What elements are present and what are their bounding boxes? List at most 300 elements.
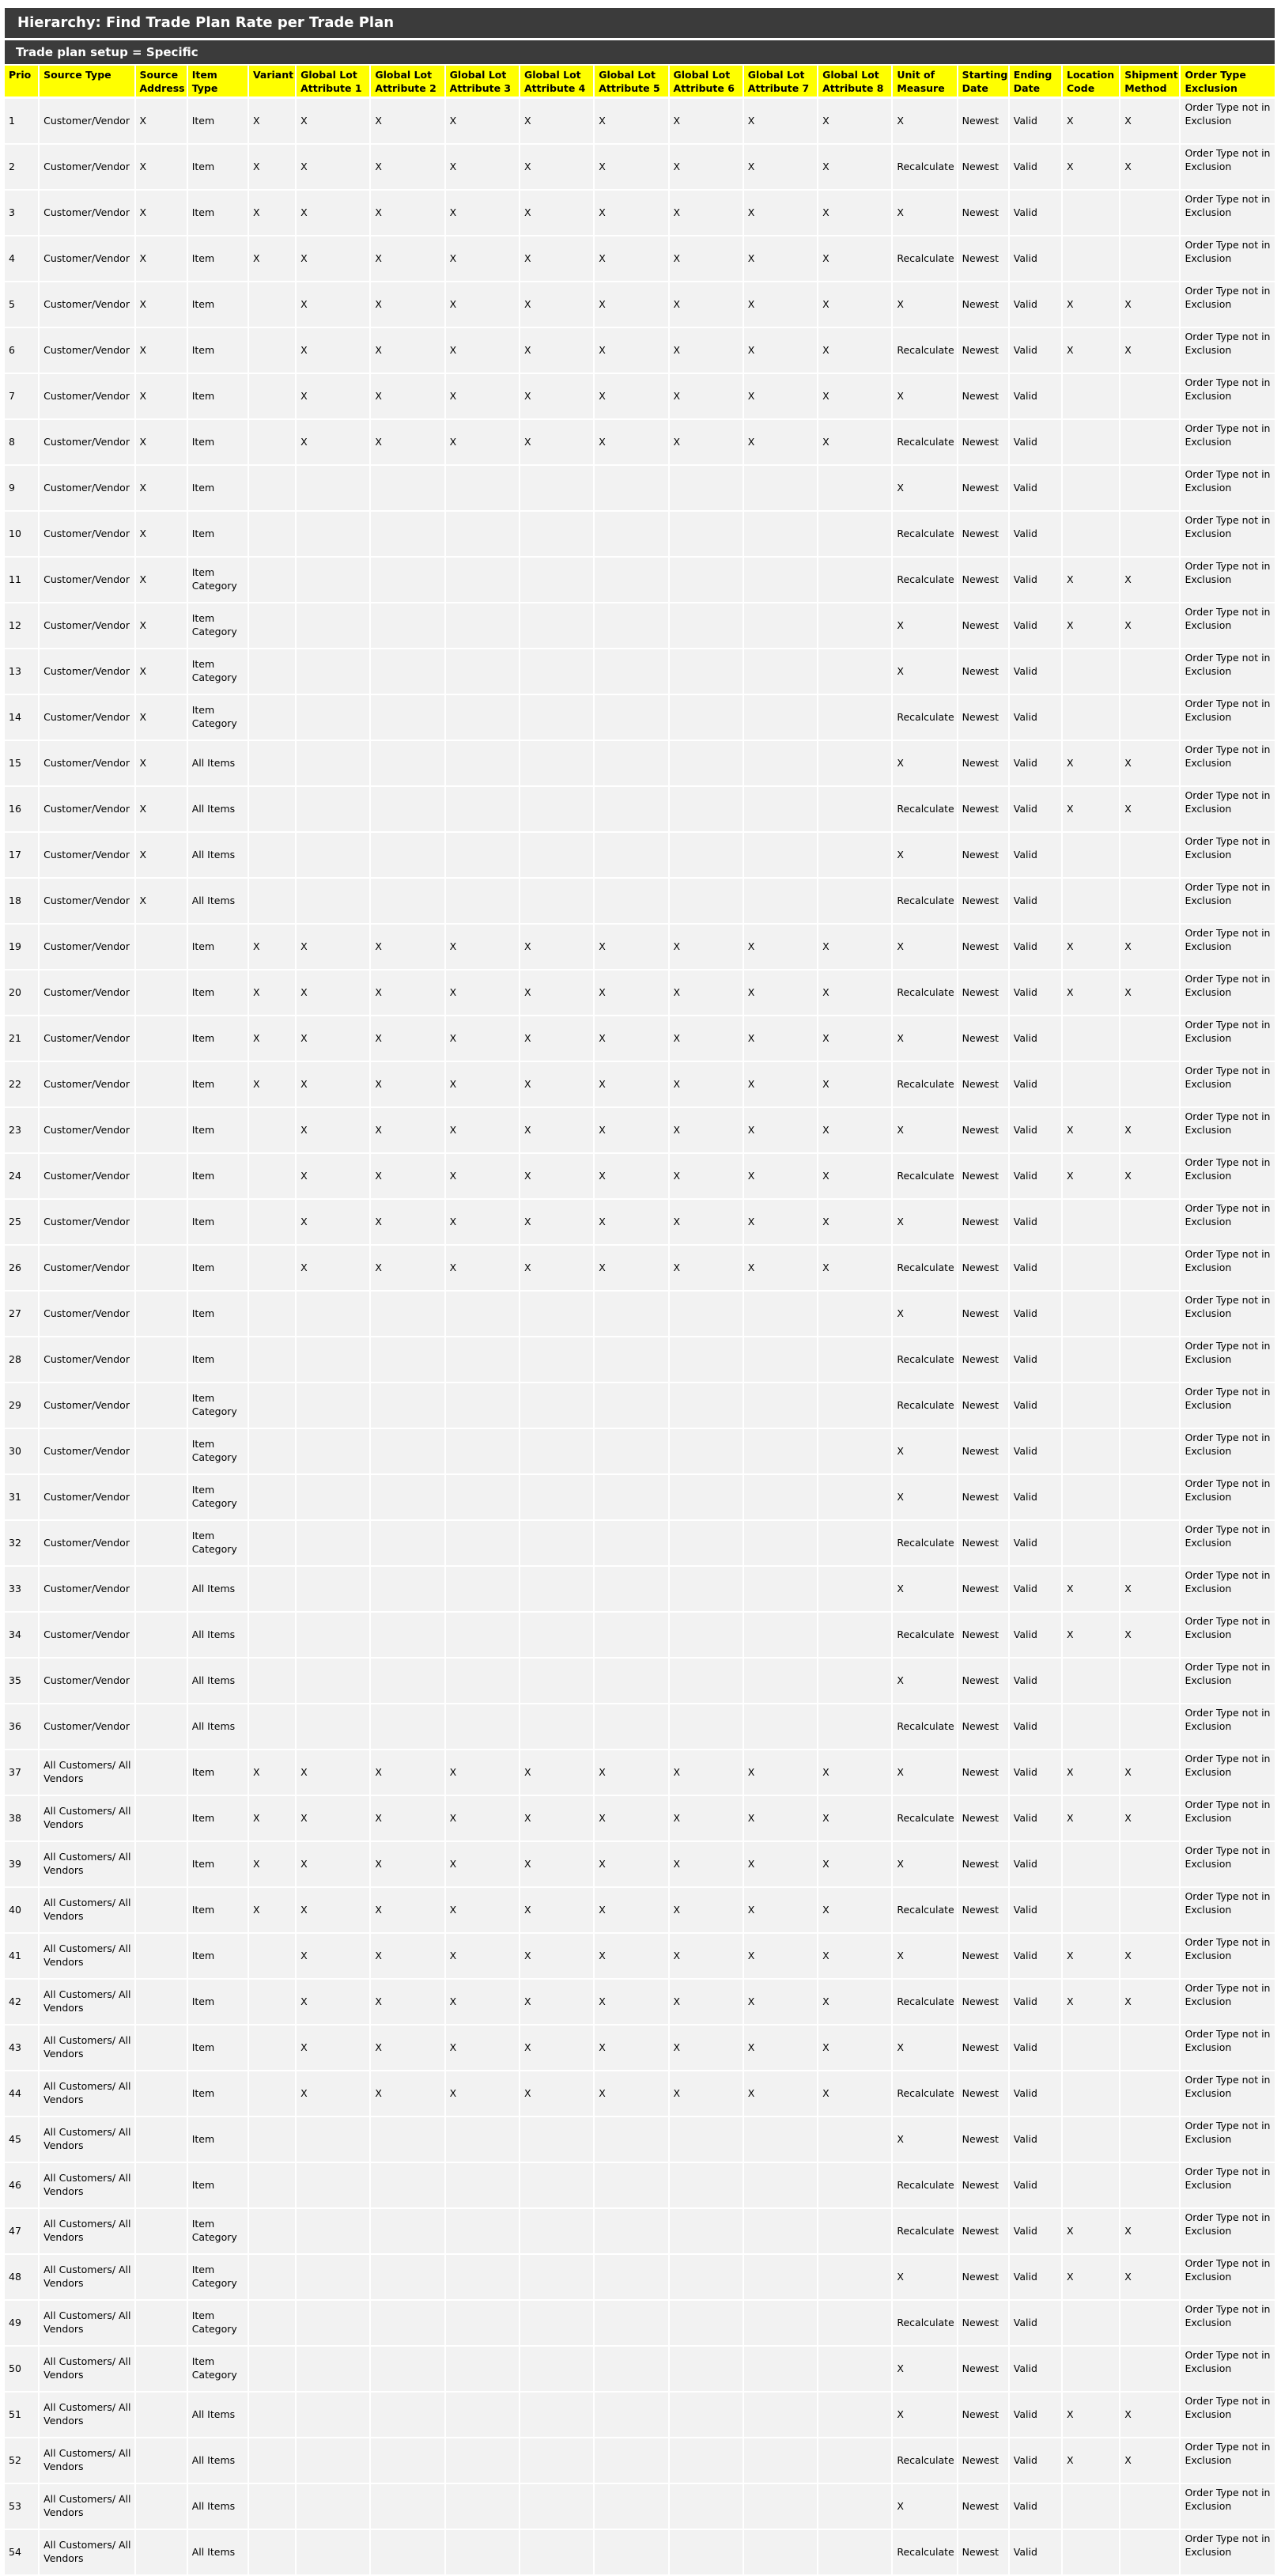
cell-item-type	[188, 1888, 249, 1934]
cell-starting-date	[958, 2347, 1010, 2393]
cell-ending-date	[1010, 2301, 1063, 2347]
cell-value: Order Type not in Exclusion	[1185, 1294, 1271, 1319]
cell-global-lot-attribute-2	[371, 512, 445, 558]
cell-global-lot-attribute-5	[595, 2209, 669, 2255]
cell-value: Item Category	[191, 2264, 237, 2289]
cell-order-type-exclusion	[1181, 2117, 1275, 2163]
cell-value: Customer/Vendor	[43, 1261, 130, 1273]
cell-value: Valid	[1013, 2178, 1037, 2191]
cell-value: 4	[9, 252, 15, 264]
cell-global-lot-attribute-3	[446, 1842, 520, 1888]
cell-shipment-method	[1120, 970, 1181, 1016]
cell-location-code	[1063, 603, 1120, 649]
cell-global-lot-attribute-1	[297, 1842, 371, 1888]
cell-value: X	[449, 1765, 457, 1778]
cell-value: 44	[9, 2086, 21, 2099]
cell-unit-of-measure	[893, 1659, 958, 1704]
cell-value: Order Type not in Exclusion	[1185, 606, 1271, 631]
cell-value: 46	[9, 2178, 21, 2191]
cell-shipment-method	[1120, 466, 1181, 512]
cell-global-lot-attribute-3	[446, 1154, 520, 1200]
cell-location-code	[1063, 649, 1120, 695]
cell-prio	[5, 1934, 40, 1980]
cell-value: Order Type not in Exclusion	[1185, 285, 1271, 310]
cell-value: Recalculate	[897, 985, 954, 998]
cell-global-lot-attribute-8	[818, 2393, 893, 2438]
cell-value: X	[747, 389, 755, 402]
cell-variant	[249, 925, 297, 970]
cell-value: X	[822, 1949, 829, 1961]
cell-value: X	[897, 2041, 904, 2053]
cell-global-lot-attribute-5	[595, 2301, 669, 2347]
cell-value: Customer/Vendor	[43, 573, 130, 585]
cell-value: X	[897, 756, 904, 769]
cell-global-lot-attribute-4	[520, 1842, 595, 1888]
cell-global-lot-attribute-4	[520, 328, 595, 374]
cell-value: X	[673, 435, 681, 448]
cell-value: X	[599, 389, 606, 402]
cell-global-lot-attribute-5	[595, 1567, 669, 1613]
cell-global-lot-attribute-3	[446, 1980, 520, 2026]
cell-value: Order Type not in Exclusion	[1185, 698, 1271, 723]
cell-value: Newest	[962, 527, 999, 539]
cell-variant	[249, 2117, 297, 2163]
cell-global-lot-attribute-7	[744, 925, 818, 970]
cell-global-lot-attribute-3	[446, 236, 520, 282]
cell-value: X	[747, 2086, 755, 2099]
cell-value: X	[897, 1857, 904, 1870]
cell-value: 45	[9, 2132, 21, 2145]
cell-global-lot-attribute-2	[371, 1246, 445, 1292]
cell-value: Item	[191, 343, 215, 356]
cell-global-lot-attribute-8	[818, 558, 893, 603]
table-row	[5, 1200, 1275, 1246]
cell-starting-date	[958, 2026, 1010, 2071]
cell-global-lot-attribute-7	[744, 1383, 818, 1429]
cell-prio	[5, 2301, 40, 2347]
cell-item-type	[188, 2530, 249, 2576]
cell-value: Newest	[962, 481, 999, 494]
cell-value: Customer/Vendor	[43, 343, 130, 356]
cell-value: 54	[9, 2545, 21, 2558]
cell-value: Order Type not in Exclusion	[1185, 743, 1271, 769]
cell-value: 13	[9, 664, 21, 677]
cell-global-lot-attribute-2	[371, 970, 445, 1016]
cell-global-lot-attribute-3	[446, 466, 520, 512]
cell-source-type	[40, 2530, 135, 2576]
cell-value: X	[375, 114, 382, 127]
cell-global-lot-attribute-2	[371, 1796, 445, 1842]
cell-item-type	[188, 1796, 249, 1842]
cell-value: Customer/Vendor	[43, 1628, 130, 1640]
cell-global-lot-attribute-6	[670, 1659, 744, 1704]
cell-value: X	[300, 389, 308, 402]
cell-source-address	[136, 1200, 188, 1246]
cell-variant	[249, 1108, 297, 1154]
cell-value: X	[747, 297, 755, 310]
cell-value: 33	[9, 1582, 21, 1594]
cell-variant	[249, 787, 297, 833]
cell-source-address	[136, 1980, 188, 2026]
cell-global-lot-attribute-1	[297, 1337, 371, 1383]
cell-source-type	[40, 649, 135, 695]
cell-value: X	[673, 389, 681, 402]
cell-value: Newest	[962, 1352, 999, 1365]
table-row	[5, 2163, 1275, 2209]
cell-value: X	[523, 1765, 531, 1778]
cell-global-lot-attribute-5	[595, 1383, 669, 1429]
cell-variant	[249, 2071, 297, 2117]
cell-global-lot-attribute-3	[446, 2301, 520, 2347]
cell-value: 52	[9, 2453, 21, 2466]
cell-value: X	[822, 2086, 829, 2099]
cell-order-type-exclusion	[1181, 2484, 1275, 2530]
cell-value: X	[822, 160, 829, 172]
cell-value: X	[673, 1123, 681, 1136]
cell-value: X	[449, 252, 457, 264]
cell-global-lot-attribute-8	[818, 2117, 893, 2163]
cell-value: Valid	[1013, 2545, 1037, 2558]
cell-ending-date	[1010, 741, 1063, 787]
cell-value: Valid	[1013, 1398, 1037, 1411]
cell-ending-date	[1010, 2484, 1063, 2530]
cell-value: 37	[9, 1765, 21, 1778]
table-row	[5, 1842, 1275, 1888]
cell-value: All Customers/ All Vendors	[43, 2126, 131, 2151]
cell-item-type	[188, 2301, 249, 2347]
column-header-global-lot-attribute-7: Global Lot Attribute 7	[744, 66, 818, 99]
cell-value: Item Category	[191, 704, 237, 729]
cell-value: 49	[9, 2316, 21, 2328]
cell-global-lot-attribute-4	[520, 2347, 595, 2393]
cell-prio	[5, 1246, 40, 1292]
cell-ending-date	[1010, 1062, 1063, 1108]
cell-source-address	[136, 236, 188, 282]
cell-value: Valid	[1013, 756, 1037, 769]
cell-value: Recalculate	[897, 2224, 954, 2237]
cell-value: X	[822, 1995, 829, 2007]
cell-value: X	[1124, 1123, 1132, 1136]
cell-global-lot-attribute-4	[520, 2255, 595, 2301]
cell-value: Order Type not in Exclusion	[1185, 2349, 1271, 2374]
cell-value: 26	[9, 1261, 21, 1273]
cell-value: Newest	[962, 2224, 999, 2237]
cell-global-lot-attribute-2	[371, 2209, 445, 2255]
cell-global-lot-attribute-2	[371, 1980, 445, 2026]
cell-global-lot-attribute-1	[297, 970, 371, 1016]
cell-value: 48	[9, 2270, 21, 2283]
cell-unit-of-measure	[893, 1108, 958, 1154]
cell-value: Valid	[1013, 1765, 1037, 1778]
cell-order-type-exclusion	[1181, 558, 1275, 603]
cell-value: 53	[9, 2499, 21, 2512]
cell-global-lot-attribute-8	[818, 787, 893, 833]
cell-global-lot-attribute-8	[818, 1246, 893, 1292]
cell-variant	[249, 2484, 297, 2530]
cell-value: Item	[191, 940, 215, 952]
cell-value: X	[300, 1169, 308, 1182]
cell-shipment-method	[1120, 99, 1181, 145]
cell-value: 29	[9, 1398, 21, 1411]
cell-item-type	[188, 1383, 249, 1429]
cell-value: Customer/Vendor	[43, 435, 130, 448]
cell-global-lot-attribute-6	[670, 2530, 744, 2576]
cell-order-type-exclusion	[1181, 2530, 1275, 2576]
table-row	[5, 2393, 1275, 2438]
cell-value: Customer/Vendor	[43, 1490, 130, 1503]
cell-global-lot-attribute-7	[744, 833, 818, 879]
cell-item-type	[188, 1246, 249, 1292]
cell-variant	[249, 1888, 297, 1934]
cell-global-lot-attribute-7	[744, 2071, 818, 2117]
cell-starting-date	[958, 145, 1010, 191]
cell-global-lot-attribute-7	[744, 2163, 818, 2209]
cell-value: Customer/Vendor	[43, 114, 130, 127]
cell-location-code	[1063, 2255, 1120, 2301]
cell-source-address	[136, 2393, 188, 2438]
cell-value: X	[523, 297, 531, 310]
cell-value: Customer/Vendor	[43, 1536, 130, 1549]
cell-global-lot-attribute-7	[744, 374, 818, 420]
cell-starting-date	[958, 191, 1010, 236]
cell-value: X	[599, 1077, 606, 1090]
cell-starting-date	[958, 1292, 1010, 1337]
cell-global-lot-attribute-8	[818, 1750, 893, 1796]
cell-source-type	[40, 374, 135, 420]
cell-order-type-exclusion	[1181, 1659, 1275, 1704]
cell-value: Valid	[1013, 940, 1037, 952]
cell-global-lot-attribute-8	[818, 420, 893, 466]
cell-value: X	[300, 1123, 308, 1136]
cell-source-type	[40, 1246, 135, 1292]
cell-global-lot-attribute-1	[297, 1062, 371, 1108]
cell-value: X	[897, 940, 904, 952]
cell-source-type	[40, 145, 135, 191]
cell-global-lot-attribute-4	[520, 1475, 595, 1521]
cell-value: All Items	[191, 1674, 236, 1686]
cell-value: X	[1067, 1169, 1074, 1182]
cell-value: Order Type not in Exclusion	[1185, 1799, 1271, 1824]
cell-value: X	[673, 1857, 681, 1870]
cell-global-lot-attribute-5	[595, 1796, 669, 1842]
cell-variant	[249, 2347, 297, 2393]
cell-value: 39	[9, 1857, 21, 1870]
cell-location-code	[1063, 2301, 1120, 2347]
table-row	[5, 282, 1275, 328]
cell-source-type	[40, 282, 135, 328]
cell-value: Item	[191, 1352, 215, 1365]
cell-item-type	[188, 99, 249, 145]
cell-global-lot-attribute-1	[297, 99, 371, 145]
cell-value: X	[1067, 2224, 1074, 2237]
cell-value: X	[1124, 940, 1132, 952]
cell-location-code	[1063, 1337, 1120, 1383]
column-header-starting-date: Starting Date	[958, 66, 1010, 99]
cell-global-lot-attribute-1	[297, 512, 371, 558]
cell-global-lot-attribute-3	[446, 603, 520, 649]
cell-prio	[5, 741, 40, 787]
cell-starting-date	[958, 741, 1010, 787]
cell-value: Valid	[1013, 1031, 1037, 1044]
cell-value: Customer/Vendor	[43, 1444, 130, 1457]
cell-location-code	[1063, 1062, 1120, 1108]
cell-order-type-exclusion	[1181, 1842, 1275, 1888]
cell-shipment-method	[1120, 2163, 1181, 2209]
cell-location-code	[1063, 2117, 1120, 2163]
cell-global-lot-attribute-7	[744, 1567, 818, 1613]
cell-prio	[5, 1062, 40, 1108]
cell-prio	[5, 1292, 40, 1337]
cell-value: 6	[9, 343, 15, 356]
cell-item-type	[188, 787, 249, 833]
cell-global-lot-attribute-4	[520, 1796, 595, 1842]
cell-value: Newest	[962, 114, 999, 127]
section-subtitle: Trade plan setup = Specific	[5, 40, 1275, 64]
cell-shipment-method	[1120, 1062, 1181, 1108]
cell-prio	[5, 1154, 40, 1200]
cell-prio	[5, 1888, 40, 1934]
cell-unit-of-measure	[893, 191, 958, 236]
table-row	[5, 512, 1275, 558]
cell-global-lot-attribute-7	[744, 1980, 818, 2026]
cell-value: Order Type not in Exclusion	[1185, 1477, 1271, 1503]
cell-value: X	[139, 848, 147, 861]
cell-value: Valid	[1013, 435, 1037, 448]
cell-global-lot-attribute-4	[520, 741, 595, 787]
cell-starting-date	[958, 879, 1010, 925]
cell-global-lot-attribute-3	[446, 925, 520, 970]
cell-order-type-exclusion	[1181, 2347, 1275, 2393]
cell-global-lot-attribute-6	[670, 1521, 744, 1567]
cell-value: All Customers/ All Vendors	[43, 2401, 131, 2427]
cell-order-type-exclusion	[1181, 191, 1275, 236]
cell-value: X	[897, 1123, 904, 1136]
cell-source-address	[136, 1567, 188, 1613]
cell-global-lot-attribute-5	[595, 282, 669, 328]
cell-value: X	[139, 527, 147, 539]
cell-value: Order Type not in Exclusion	[1185, 2257, 1271, 2283]
cell-value: X	[1067, 2408, 1074, 2420]
column-header-source-type: Source Type	[40, 66, 135, 99]
cell-global-lot-attribute-3	[446, 99, 520, 145]
cell-shipment-method	[1120, 1521, 1181, 1567]
cell-value: X	[1124, 114, 1132, 127]
cell-value: X	[523, 985, 531, 998]
table-row	[5, 879, 1275, 925]
cell-shipment-method	[1120, 1383, 1181, 1429]
cell-value: X	[1124, 1628, 1132, 1640]
cell-prio	[5, 925, 40, 970]
cell-value: All Items	[191, 2408, 236, 2420]
cell-value: Item	[191, 1077, 215, 1090]
cell-starting-date	[958, 787, 1010, 833]
cell-value: X	[822, 1169, 829, 1182]
cell-source-address	[136, 1108, 188, 1154]
cell-unit-of-measure	[893, 925, 958, 970]
cell-global-lot-attribute-1	[297, 1613, 371, 1659]
cell-source-type	[40, 1934, 135, 1980]
cell-value: X	[375, 343, 382, 356]
cell-location-code	[1063, 2438, 1120, 2484]
column-header-order-type-exclusion: Order Type Exclusion	[1181, 66, 1275, 99]
cell-unit-of-measure	[893, 1842, 958, 1888]
cell-value: X	[673, 1077, 681, 1090]
column-header-source-address: Source Address	[136, 66, 188, 99]
cell-value: X	[822, 1811, 829, 1824]
cell-value: X	[252, 206, 260, 218]
cell-value: Order Type not in Exclusion	[1185, 2120, 1271, 2145]
cell-value: X	[747, 1077, 755, 1090]
cell-value: Item	[191, 1123, 215, 1136]
cell-global-lot-attribute-3	[446, 2530, 520, 2576]
cell-ending-date	[1010, 282, 1063, 328]
cell-global-lot-attribute-4	[520, 512, 595, 558]
cell-value: X	[139, 435, 147, 448]
cell-value: Newest	[962, 1765, 999, 1778]
cell-starting-date	[958, 1659, 1010, 1704]
cell-order-type-exclusion	[1181, 925, 1275, 970]
cell-global-lot-attribute-1	[297, 787, 371, 833]
cell-unit-of-measure	[893, 741, 958, 787]
cell-unit-of-measure	[893, 2301, 958, 2347]
cell-value: X	[897, 297, 904, 310]
cell-global-lot-attribute-6	[670, 1980, 744, 2026]
cell-location-code	[1063, 2393, 1120, 2438]
cell-global-lot-attribute-5	[595, 1429, 669, 1475]
cell-ending-date	[1010, 2026, 1063, 2071]
table-row	[5, 2209, 1275, 2255]
cell-global-lot-attribute-7	[744, 191, 818, 236]
cell-value: Newest	[962, 618, 999, 631]
cell-shipment-method	[1120, 236, 1181, 282]
cell-item-type	[188, 1292, 249, 1337]
cell-starting-date	[958, 2209, 1010, 2255]
cell-value: X	[523, 252, 531, 264]
cell-value: X	[747, 343, 755, 356]
cell-value: X	[449, 114, 457, 127]
cell-value: Order Type not in Exclusion	[1185, 1110, 1271, 1136]
cell-value: Valid	[1013, 1674, 1037, 1686]
cell-value: Newest	[962, 252, 999, 264]
cell-location-code	[1063, 328, 1120, 374]
cell-value: All Customers/ All Vendors	[43, 1805, 131, 1830]
cell-value: X	[1067, 160, 1074, 172]
cell-source-type	[40, 1659, 135, 1704]
cell-shipment-method	[1120, 2026, 1181, 2071]
cell-global-lot-attribute-7	[744, 2117, 818, 2163]
cell-value: Valid	[1013, 1811, 1037, 1824]
cell-value: X	[449, 1857, 457, 1870]
cell-value: Recalculate	[897, 1811, 954, 1824]
cell-unit-of-measure	[893, 1521, 958, 1567]
cell-value: X	[1124, 1949, 1132, 1961]
cell-global-lot-attribute-8	[818, 2530, 893, 2576]
cell-value: Newest	[962, 1857, 999, 1870]
cell-value: X	[1067, 114, 1074, 127]
cell-value: X	[300, 297, 308, 310]
cell-global-lot-attribute-5	[595, 1016, 669, 1062]
cell-global-lot-attribute-1	[297, 2117, 371, 2163]
cell-global-lot-attribute-1	[297, 1475, 371, 1521]
cell-global-lot-attribute-4	[520, 2301, 595, 2347]
cell-global-lot-attribute-7	[744, 603, 818, 649]
cell-item-type	[188, 145, 249, 191]
cell-unit-of-measure	[893, 1704, 958, 1750]
cell-value: X	[1124, 2408, 1132, 2420]
cell-global-lot-attribute-7	[744, 1246, 818, 1292]
cell-global-lot-attribute-7	[744, 695, 818, 741]
cell-value: X	[1124, 343, 1132, 356]
